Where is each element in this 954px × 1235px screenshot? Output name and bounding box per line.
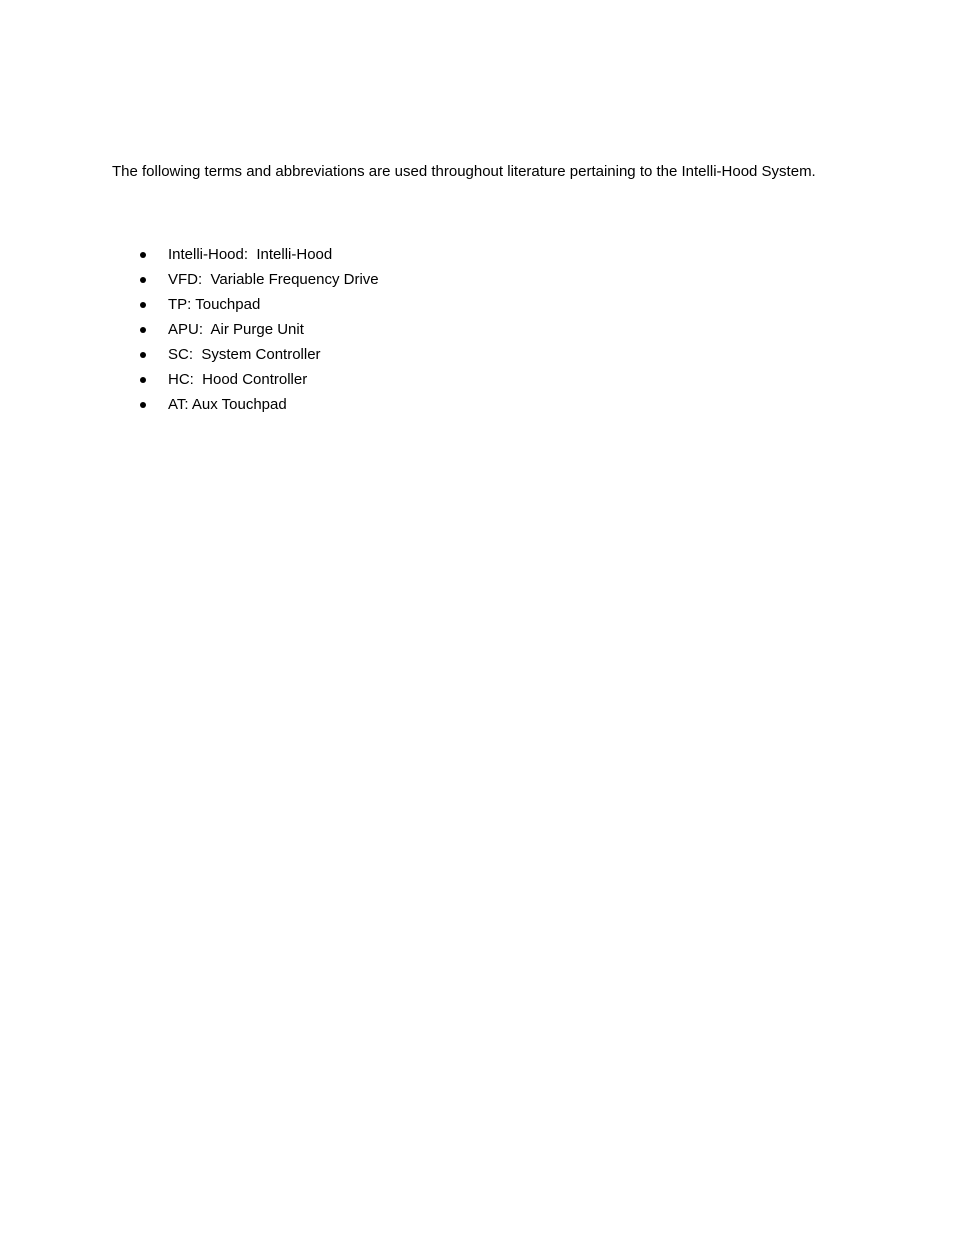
terms-list [140, 242, 379, 417]
list-item [140, 242, 333, 267]
bullet-icon [140, 252, 146, 258]
term-text: APU: Air Purge Unit [168, 321, 304, 338]
term-text: Intelli-Hood: Intelli-Hood [168, 246, 333, 263]
bullet-icon [140, 327, 146, 333]
bullet-icon [140, 277, 146, 283]
term-text: AT: Aux Touchpad [168, 396, 287, 413]
bullet-icon [140, 402, 146, 408]
term-text: HC: Hood Controller [168, 371, 308, 388]
term-text: SC: System Controller [168, 346, 321, 363]
list-item [140, 317, 304, 342]
list-item [140, 392, 287, 417]
list-item [140, 342, 321, 367]
bullet-icon [140, 352, 146, 358]
list-item [140, 367, 308, 392]
list-item [140, 267, 379, 292]
term-text: TP: Touchpad [168, 296, 261, 313]
intro-paragraph: The following terms and abbreviations are used throughout literature pertaining to the Intelli-Hood System. [112, 163, 816, 180]
list-item [140, 292, 261, 317]
term-text: VFD: Variable Frequency Drive [168, 271, 379, 288]
bullet-icon [140, 302, 146, 308]
bullet-icon [140, 377, 146, 383]
